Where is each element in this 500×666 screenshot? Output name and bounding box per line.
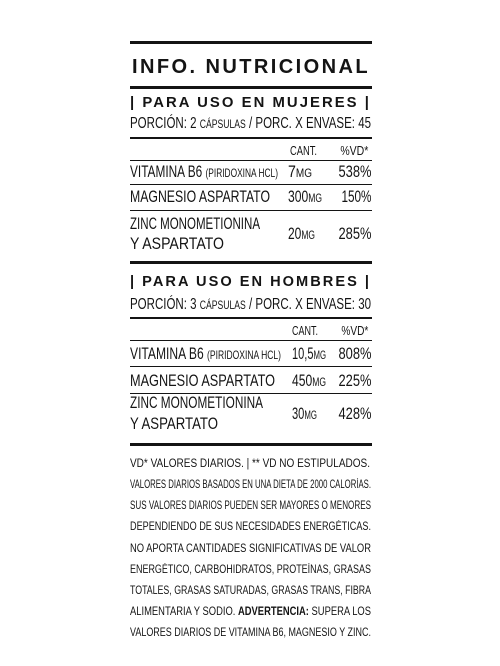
nutrient-name-continued: Y ASPARTATO bbox=[130, 234, 225, 253]
nutrient-name-text: VITAMINA B6 bbox=[130, 344, 204, 363]
amount-unit: MG bbox=[301, 228, 316, 242]
nutrient-name: MAGNESIO ASPARTATO bbox=[130, 371, 276, 390]
daily-value: 538% bbox=[337, 162, 371, 181]
section-end-divider bbox=[130, 443, 372, 446]
column-header-amount: CANT. bbox=[290, 144, 317, 158]
nutrient-name: MAGNESIO ASPARTATO bbox=[130, 187, 270, 206]
amount-value: 7 bbox=[288, 162, 296, 181]
serving-portion: PORCIÓN: 3 bbox=[130, 296, 197, 313]
footnote-line: TOTALES, GRASAS SATURADAS, GRASAS TRANS, FIBRA bbox=[130, 585, 372, 597]
daily-value: 808% bbox=[337, 344, 371, 363]
footnote-line bbox=[130, 602, 371, 622]
row-divider bbox=[130, 366, 372, 368]
daily-value: 150% bbox=[341, 187, 371, 206]
servings-per-container: / PORC. X ENVASE: 45 bbox=[249, 115, 371, 132]
amount-value: 300 bbox=[288, 187, 309, 206]
amount-unit: MG bbox=[295, 166, 313, 180]
nutrient-name: ZINC MONOMETIONINA bbox=[130, 214, 261, 233]
footnote-line: VD* VALORES DIARIOS. | ** VD NO ESTIPULADOS. bbox=[130, 458, 370, 470]
nutrient-name-text: VITAMINA B6 bbox=[130, 162, 203, 181]
header-divider bbox=[130, 340, 372, 342]
footnote-text: SUPERA LOS bbox=[311, 606, 372, 618]
amount-unit: MG bbox=[312, 375, 326, 389]
amount-unit: MG bbox=[313, 348, 327, 362]
warning-label: ADVERTENCIA: bbox=[237, 606, 309, 618]
daily-value: 285% bbox=[337, 224, 371, 243]
nutrient-name bbox=[130, 344, 281, 364]
amount-unit: MG bbox=[308, 191, 322, 205]
nutrient-detail: (PIRIDOXINA HCL) bbox=[207, 348, 282, 362]
serving-size bbox=[130, 295, 371, 315]
serving-unit: CÁPSULAS bbox=[199, 117, 246, 131]
nutrient-amount bbox=[292, 404, 317, 424]
footnote-text: ALIMENTARIA Y SODIO. bbox=[130, 606, 236, 618]
column-header-amount: CANT. bbox=[292, 324, 318, 338]
footnote-line: VALORES DIARIOS DE VITAMINA B6, MAGNESIO Y ZINC. bbox=[130, 627, 371, 639]
panel-title: INFO. NUTRICIONAL bbox=[132, 56, 370, 78]
section-heading: | PARA USO EN HOMBRES | bbox=[130, 274, 372, 290]
serving-unit: CÁPSULAS bbox=[199, 298, 246, 312]
footnote-line: SUS VALORES DIARIOS PUEDEN SER MAYORES O MENORES bbox=[130, 500, 372, 512]
amount-value: 10,5 bbox=[292, 344, 314, 363]
footnote-line: DEPENDIENDO DE SUS NECESIDADES ENERGÉTICAS. bbox=[130, 521, 371, 533]
nutrient-name-continued: Y ASPARTATO bbox=[130, 414, 219, 433]
footnote-line: NO APORTA CANTIDADES SIGNIFICATIVAS DE VALOR bbox=[130, 543, 372, 555]
column-header-daily-value: %VD* bbox=[341, 324, 368, 338]
amount-value: 450 bbox=[292, 371, 313, 390]
column-header-daily-value: %VD* bbox=[340, 144, 368, 158]
amount-value: 20 bbox=[288, 224, 302, 243]
footnote-line: VALORES DIARIOS BASADOS EN UNA DIETA DE 2000 CALORÍAS. bbox=[130, 479, 372, 491]
nutrient-amount bbox=[292, 371, 326, 391]
serving-portion: PORCIÓN: 2 bbox=[130, 115, 197, 132]
daily-value: 428% bbox=[337, 404, 371, 423]
section-heading: | PARA USO EN MUJERES | bbox=[130, 95, 372, 111]
footnote-line: ENERGÉTICO, CARBOHIDRATOS, PROTEÍNAS, GRASAS bbox=[130, 564, 372, 576]
daily-value: 225% bbox=[337, 371, 371, 390]
nutrition-panel bbox=[130, 0, 372, 666]
servings-per-container: / PORC. X ENVASE: 30 bbox=[249, 296, 371, 313]
nutrient-amount bbox=[292, 344, 326, 364]
nutrient-detail: (PIRIDOXINA HCL) bbox=[205, 166, 278, 180]
serving-divider bbox=[130, 317, 372, 319]
amount-unit: MG bbox=[304, 408, 317, 422]
nutrient-name: ZINC MONOMETIONINA bbox=[130, 393, 263, 412]
amount-value: 30 bbox=[292, 404, 305, 423]
